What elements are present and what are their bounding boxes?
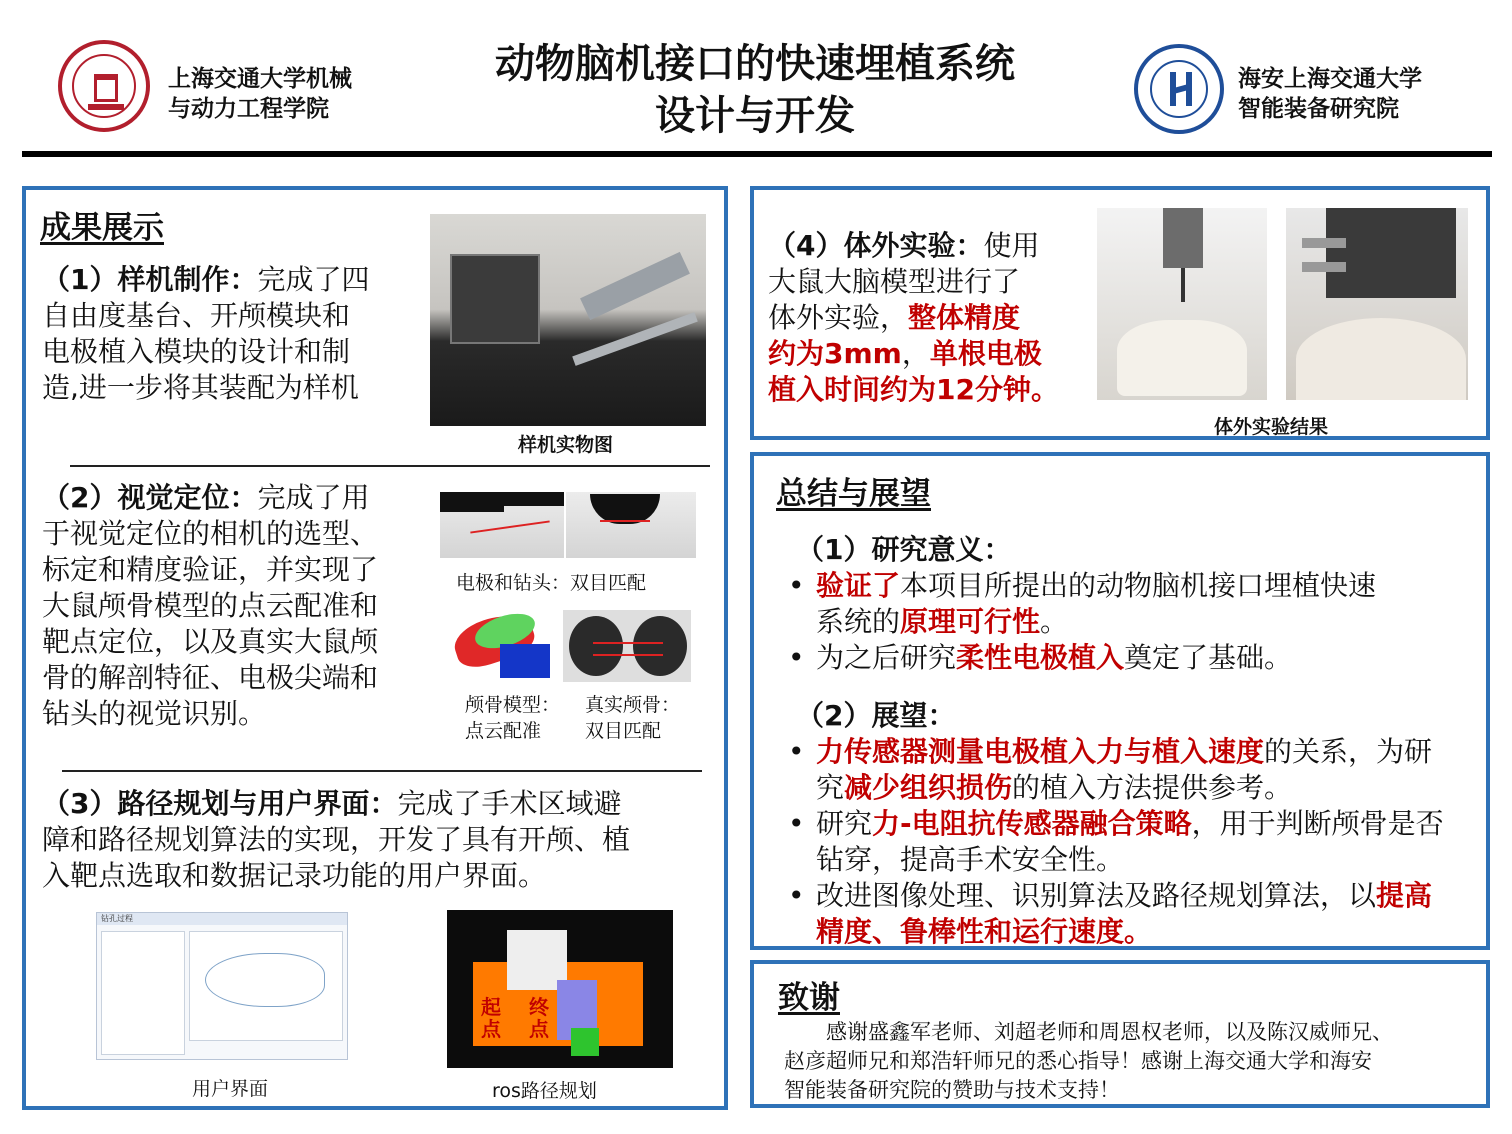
results-heading: 成果展示 [40, 210, 164, 246]
significance-subheading: （1）研究意义： [796, 533, 1012, 566]
outlook-list [784, 734, 1480, 950]
user-interface-screenshot [96, 912, 348, 1060]
prototype-photo [430, 214, 706, 426]
ros-start-label: 起 [481, 995, 501, 1019]
list-item: • 验证了本项目所提出的动物脑机接口埋植快速 系统的原理可行性。 [784, 568, 1480, 640]
list-item: • 改进图像处理、识别算法及路径规划算法，以提高 精度、鲁棒性和运行速度。 [784, 878, 1480, 950]
section-divider [70, 465, 710, 467]
list-item: • 研究力-电阻抗传感器融合策略，用于判断颅骨是否 钻穿，提高手术安全性。 [784, 806, 1480, 878]
electrode-drill-stereo-image [440, 492, 696, 558]
stereo-caption: 电极和钻头：双目匹配 [456, 572, 647, 594]
real-skull-stereo-image [563, 610, 691, 682]
summary-heading: 总结与展望 [776, 476, 931, 512]
left-institution: 上海交通大学机械 与动力工程学院 [168, 66, 352, 122]
acknowledgement-heading: 致谢 [778, 980, 840, 1016]
ros-end-label-2: 点 [529, 1017, 549, 1041]
in-vitro-photo-1 [1097, 208, 1267, 400]
real-skull-caption: 真实颅骨： 双目匹配 [585, 694, 681, 742]
prototype-caption: 样机实物图 [518, 434, 614, 456]
list-item: • 为之后研究柔性电极植入奠定了基础。 [784, 640, 1480, 676]
section-in-vitro-experiment: （4）体外实验：使用 大鼠大脑模型进行了 体外实验，整体精度 约为3mm，单根电极 植入时间约为12分钟。 [768, 229, 1059, 406]
section-path-planning-ui: （3）路径规划与用户界面：完成了手术区域避 障和路径规划算法的实现，开发了具有开颅、植 入靶点选取和数据记录功能的用户界面。 [42, 787, 631, 892]
significance-list [784, 568, 1480, 676]
ui-caption: 用户界面 [192, 1078, 269, 1100]
poster-title: 动物脑机接口的快速埋植系统 设计与开发 [495, 41, 1015, 139]
skull-point-cloud-image [446, 604, 556, 682]
point-cloud-caption: 颅骨模型： 点云配准 [465, 694, 561, 742]
list-item: • 力传感器测量电极植入力与植入速度的关系，为研 究减少组织损伤的植入方法提供参考。 [784, 734, 1480, 806]
ros-caption: ros路径规划 [492, 1080, 597, 1102]
outlook-subheading: （2）展望： [796, 699, 956, 732]
acknowledgement-text: 感谢盛鑫军老师、刘超老师和周恩权老师，以及陈汉威师兄、 赵彦超师兄和郑浩轩师兄的悉心指导！感谢上海交通大学和海安 智能装备研究院的赞助与技术支持！ [784, 1020, 1393, 1102]
right-institution: 海安上海交通大学 智能装备研究院 [1238, 66, 1422, 122]
sjtu-logo [58, 40, 150, 132]
header-rule [22, 151, 1492, 157]
haian-institute-logo [1134, 44, 1224, 134]
section-divider [62, 770, 702, 772]
section-prototype: （1）样机制作：完成了四 自由度基台、开颅模块和 电极植入模块的设计和制 造,进一步将其装配为样机 [42, 263, 370, 404]
in-vitro-caption: 体外实验结果 [1214, 416, 1329, 438]
in-vitro-photo-2 [1286, 208, 1468, 400]
ros-path-planning-image [447, 910, 673, 1068]
ros-end-label: 终 [529, 995, 549, 1019]
ros-start-label-2: 点 [481, 1017, 501, 1041]
ui-window-title: 钻孔过程 [97, 913, 347, 925]
section-visual-positioning: （2）视觉定位：完成了用 于视觉定位的相机的选型、 标定和精度验证，并实现了 大鼠颅骨模型的点云配准和 靶点定位，以及真实大鼠颅 骨的解剖特征、电极尖端和 钻头的视觉识别。 [42, 481, 379, 730]
